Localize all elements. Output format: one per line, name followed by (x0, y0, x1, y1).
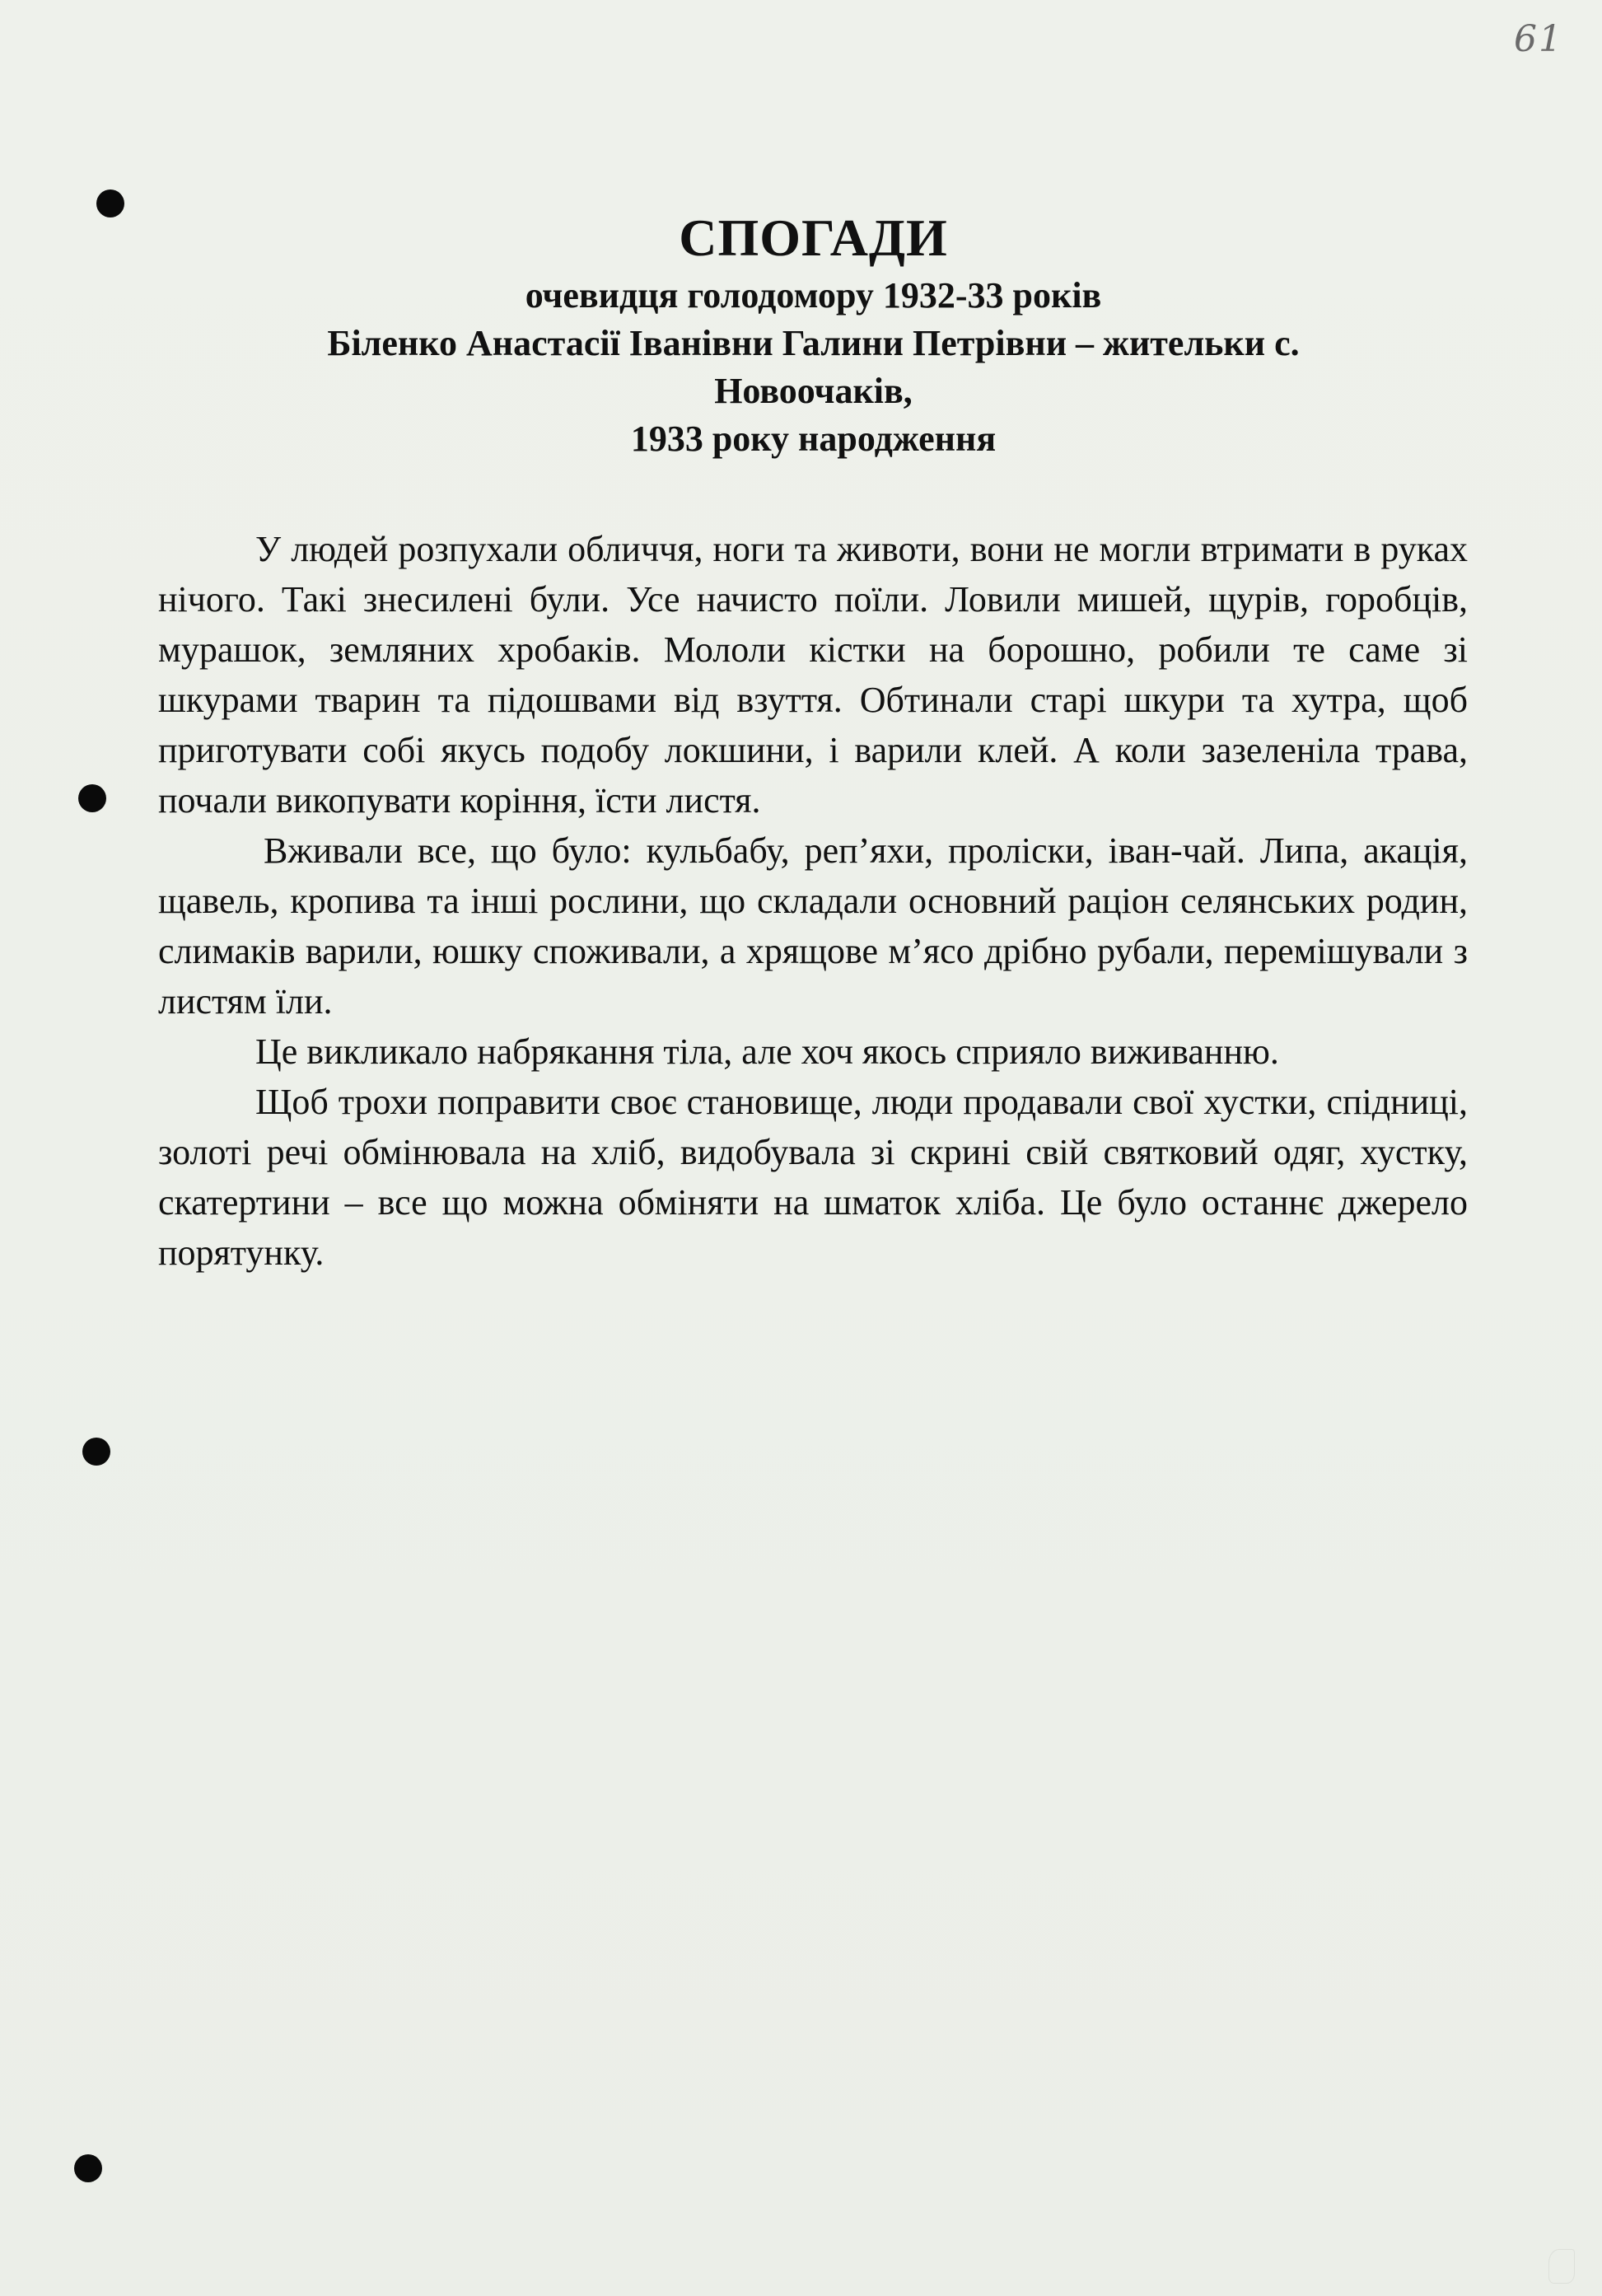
punch-hole-icon (74, 2154, 102, 2182)
subtitle-line-1: очевидця голодомору 1932-33 років (525, 275, 1102, 316)
document-title: СПОГАДИ (679, 208, 948, 267)
document-body (158, 524, 1468, 1278)
page-corner-mark (1548, 2249, 1575, 2284)
document-heading (156, 204, 1470, 463)
paragraph: Щоб трохи поправити своє становище, люди продавали свої хустки, спідниці, золоті речі обмінювала на хліб, видобувала зі скрині свій святковий одяг, хустку, скатертини – все що можна обміняти на шматок хліба. Це було останнє джерело порятунку. (158, 1082, 1468, 1273)
paragraph: Вживали все, що було: кульбабу, реп’яхи, проліски, іван-чай. Липа, акація, щавель, кропива та інші рослини, що складали основний раціон селянських родин, слимаків варили, юшку споживали, а хрящове м’ясо дрібно рубали, перемішували з листям їли. (158, 830, 1468, 1022)
paragraph: У людей розпухали обличчя, ноги та животи, вони не могли втримати в руках нічого. Такі знесилені були. Усе начисто поїли. Ловили мишей, щурів, горобців, мурашок, земляних хробаків. Мололи кістки на борошно, робили те саме зі шкурами тварин та підошвами від взуття. Обтинали старі шкури та хутра, щоб приготувати собі якусь подобу локшини, і варили клей. А коли зазеленіла трава, почали викопувати коріння, їсти листя. (158, 529, 1468, 821)
punch-hole-icon (78, 784, 106, 812)
punch-hole-icon (82, 1438, 110, 1466)
subtitle-line-2: Біленко Анастасії Іванівни Галини Петрівни – жительки с. (327, 323, 1300, 363)
paragraph: Це викликало набрякання тіла, але хоч якось сприяло виживанню. (255, 1031, 1279, 1072)
handwritten-page-number: 61 (1514, 18, 1563, 60)
subtitle-line-3: Новоочаків, (714, 371, 913, 411)
punch-hole-icon (96, 189, 124, 217)
subtitle-line-4: 1933 року народження (630, 419, 997, 459)
